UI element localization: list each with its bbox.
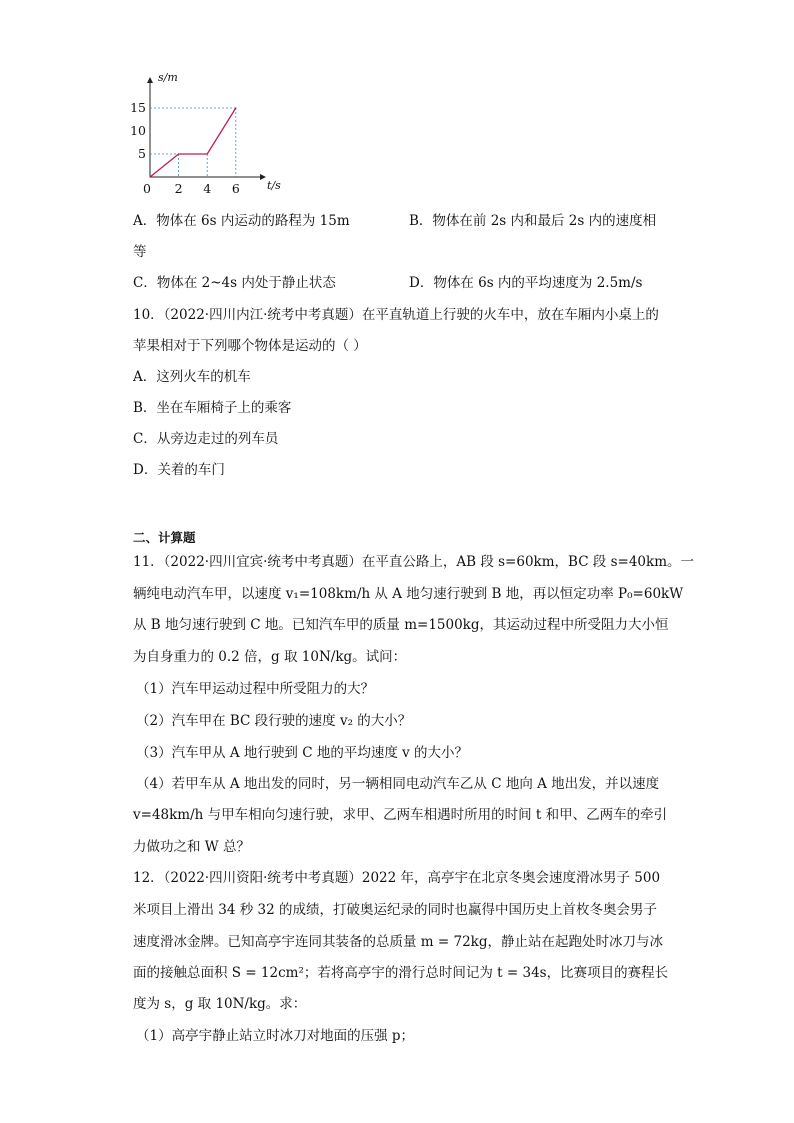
y-axis-label: s/m bbox=[158, 71, 178, 84]
y-tick-label: 5 bbox=[138, 146, 146, 161]
x-tick-label: 6 bbox=[231, 181, 240, 196]
q12-stem-line5: 度为 s，g 取 10N/kg。求： bbox=[133, 996, 307, 1012]
q11-sub3: （3）汽车甲从 A 地行驶到 C 地的平均速度 v 的大小？ bbox=[136, 745, 469, 761]
distance-time-chart bbox=[0, 0, 794, 200]
q11-sub2: （2）汽车甲在 BC 段行驶的速度 v₂ 的大小？ bbox=[136, 713, 412, 729]
data-point bbox=[235, 107, 236, 108]
x-axis-label: t/s bbox=[267, 179, 281, 192]
section-title: 二、计算题 bbox=[133, 530, 196, 545]
y-tick-label: 15 bbox=[130, 100, 146, 115]
x-tick-label: 2 bbox=[174, 181, 183, 196]
q11-stem-line1: 11．（2022·四川宜宾·统考中考真题）在平直公路上，AB 段 s=60km，BC 段 s=40km。一 bbox=[133, 554, 695, 570]
q12-sub1: （1）高亭宇静止站立时冰刀对地面的压强 p； bbox=[136, 1028, 415, 1044]
q11-sub4-line2: v=48km/h 与甲车相向匀速行驶，求甲、乙两车相遇时所用的时间 t 和甲、乙两车的牵引 bbox=[133, 807, 668, 823]
y-tick-label: 10 bbox=[130, 123, 146, 138]
q11-sub4-line1: （4）若甲车从 A 地出发的同时，另一辆相同电动汽车乙从 C 地向 A 地出发，并以速度 bbox=[136, 776, 660, 792]
q9-option-c: C．物体在 2~4s 内处于静止状态 bbox=[133, 275, 336, 291]
q12-stem-line2: 米项目上滑出 34 秒 32 的成绩，打破奥运纪录的同时也赢得中国历史上首枚冬奥会男子 bbox=[133, 902, 658, 918]
q9-option-a: A．物体在 6s 内运动的路程为 15m bbox=[133, 213, 350, 229]
q10-option-a: A．这列火车的机车 bbox=[133, 369, 251, 385]
q11-stem-line4: 为自身重力的 0.2 倍，g 取 10N/kg。试问： bbox=[133, 649, 407, 665]
q10-option-d: D．关着的车门 bbox=[133, 462, 225, 478]
q12-stem-line4: 面的接触总面积 S = 12cm²；若将高亭宇的滑行总时间记为 t = 34s，比赛项目的赛程长 bbox=[133, 965, 669, 981]
series-line bbox=[150, 108, 236, 177]
q9-option-b-cont: 等 bbox=[133, 244, 147, 260]
q9-option-b: B．物体在前 2s 内和最后 2s 内的速度相 bbox=[409, 213, 657, 229]
q10-option-c: C．从旁边走过的列车员 bbox=[133, 431, 279, 447]
q11-stem-line2: 辆纯电动汽车甲，以速度 v₁=108km/h 从 A 地匀速行驶到 B 地，再以恒定功率 P₀=60kW bbox=[133, 586, 684, 602]
data-point bbox=[178, 153, 179, 154]
x-tick-label: 0 bbox=[143, 181, 151, 196]
q11-stem-line3: 从 B 地匀速行驶到 C 地。已知汽车甲的质量 m=1500kg，其运动过程中所受阻力大小恒 bbox=[133, 617, 669, 633]
x-tick-label: 4 bbox=[203, 181, 212, 196]
q12-stem-line3: 速度滑冰金牌。已知高亭宇连同其装备的总质量 m = 72kg，静止站在起跑处时冰刀与冰 bbox=[133, 934, 663, 950]
q12-stem-line1: 12．（2022·四川资阳·统考中考真题）2022 年，高亭宇在北京冬奥会速度滑冰男子 500 bbox=[133, 870, 661, 886]
data-point bbox=[207, 153, 208, 154]
q10-stem-line1: 10．（2022·四川内江·统考中考真题）在平直轨道上行驶的火车中，放在车厢内小桌上的 bbox=[133, 307, 659, 323]
q9-option-d: D．物体在 6s 内的平均速度为 2.5m/s bbox=[409, 275, 643, 291]
q11-sub1: （1）汽车甲运动过程中所受阻力的大？ bbox=[136, 681, 375, 697]
data-point bbox=[149, 176, 150, 177]
q10-option-b: B．坐在车厢椅子上的乘客 bbox=[133, 400, 292, 416]
q11-sub4-line3: 力做功之和 W 总？ bbox=[133, 839, 250, 855]
q10-stem-line2: 苹果相对于下列哪个物体是运动的（ ） bbox=[133, 338, 367, 354]
